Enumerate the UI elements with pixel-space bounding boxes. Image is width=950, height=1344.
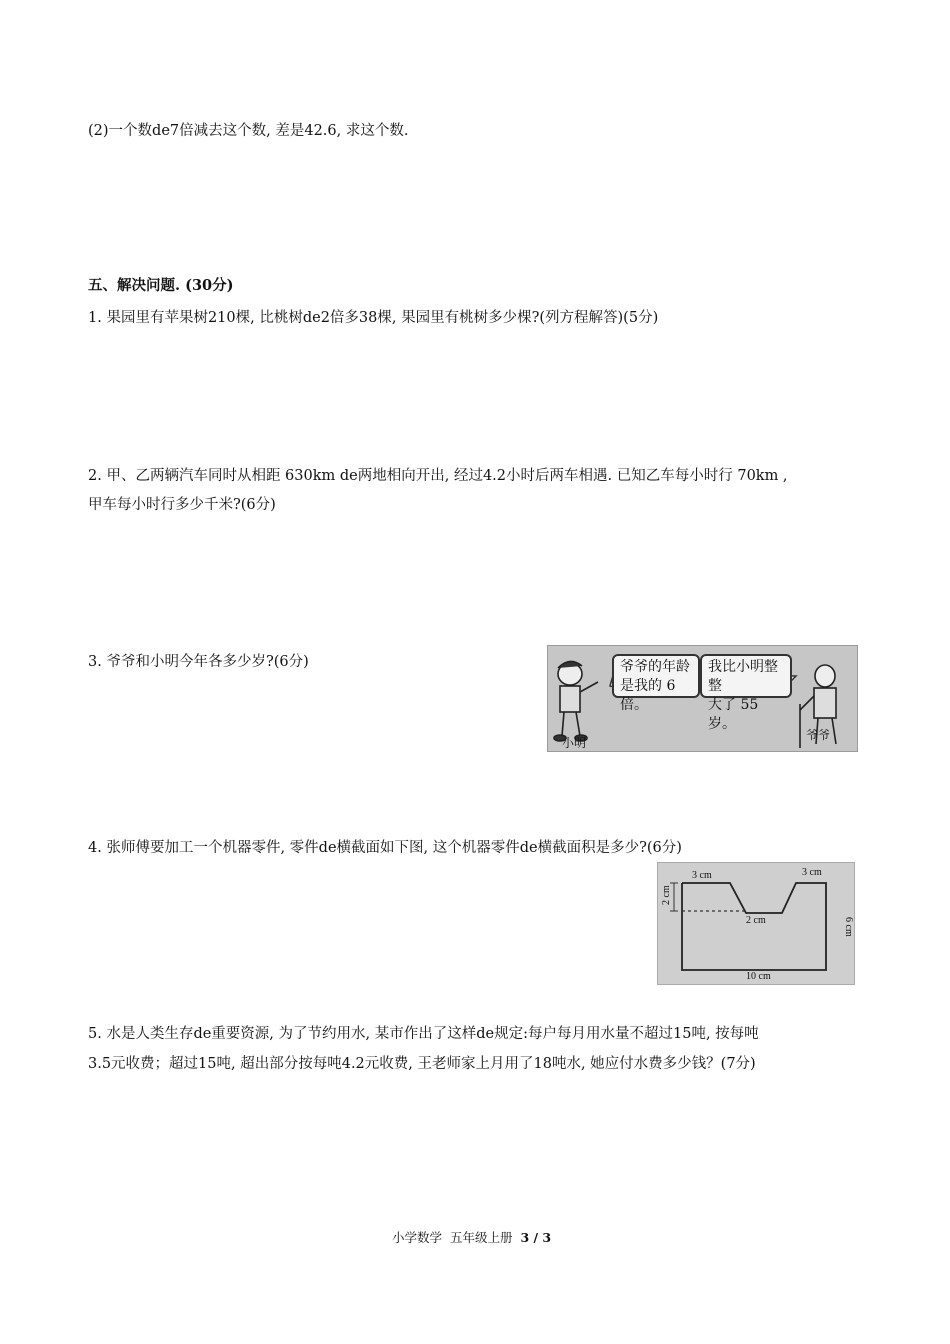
boy-caption: 小明 [562,736,587,750]
problem-2-line-2: 甲车每小时行多少千米?(6分) [88,497,276,513]
left-bubble-line-1: 爷爷的年龄 [620,659,690,675]
footer-grade: 五年级上册 [449,1230,513,1245]
label-depth: 2 cm [661,885,672,905]
footer-page-number: 3 / 3 [520,1230,552,1245]
label-right-side: 6 cm [843,917,854,937]
right-speech-bubble [700,654,792,732]
problem-3: 3. 爷爷和小明今年各多少岁?(6分) [88,654,309,670]
label-top-right: 3 cm [802,867,822,878]
problem-2-line-1: 2. 甲、乙两辆汽车同时从相距 630km de两地相向开出, 经过4.2小时后两车相遇. 已知乙车每小时行 70km , [88,468,788,484]
cross-section-shape [658,863,854,984]
label-top-left: 3 cm [692,870,712,881]
problem-5-line-1: 5. 水是人类生存de重要资源, 为了节约用水, 某市作出了这样de规定:每户每月用水量不超过15吨, 按每吨 [88,1026,759,1042]
left-speech-bubble [612,654,700,713]
problem-5-line-2: 3.5元收费；超过15吨, 超出部分按每吨4.2元收费, 王老师家上月用了18吨水, 她应付水费多少钱？(7分) [88,1056,756,1072]
label-bottom: 10 cm [746,971,771,982]
cross-section-diagram [657,862,855,985]
section-title: 五、解决问题. (30分) [88,277,234,294]
label-bottom-inner: 2 cm [746,915,766,926]
boy-figure [554,661,598,741]
right-bubble-line-1: 我比小明整整 [708,659,778,694]
problem-1: 1. 果园里有苹果树210棵, 比桃树de2倍多38棵, 果园里有桃树多少棵?(列方程解答)(5分) [88,310,659,326]
previous-question-2: (2)一个数de7倍减去这个数, 差是42.6, 求这个数. [88,123,409,139]
page-footer [392,1228,551,1248]
grandpa-caption: 爷爷 [806,728,831,742]
age-illustration [547,645,858,752]
footer-subject: 小学数学 [392,1230,443,1245]
problem-4: 4. 张师傅要加工一个机器零件, 零件de横截面如下图, 这个机器零件de横截面积是多少?(6分) [88,840,682,856]
right-bubble-line-2: 大了 55 岁。 [708,697,759,732]
left-bubble-line-2: 是我的 6 倍。 [620,678,676,713]
